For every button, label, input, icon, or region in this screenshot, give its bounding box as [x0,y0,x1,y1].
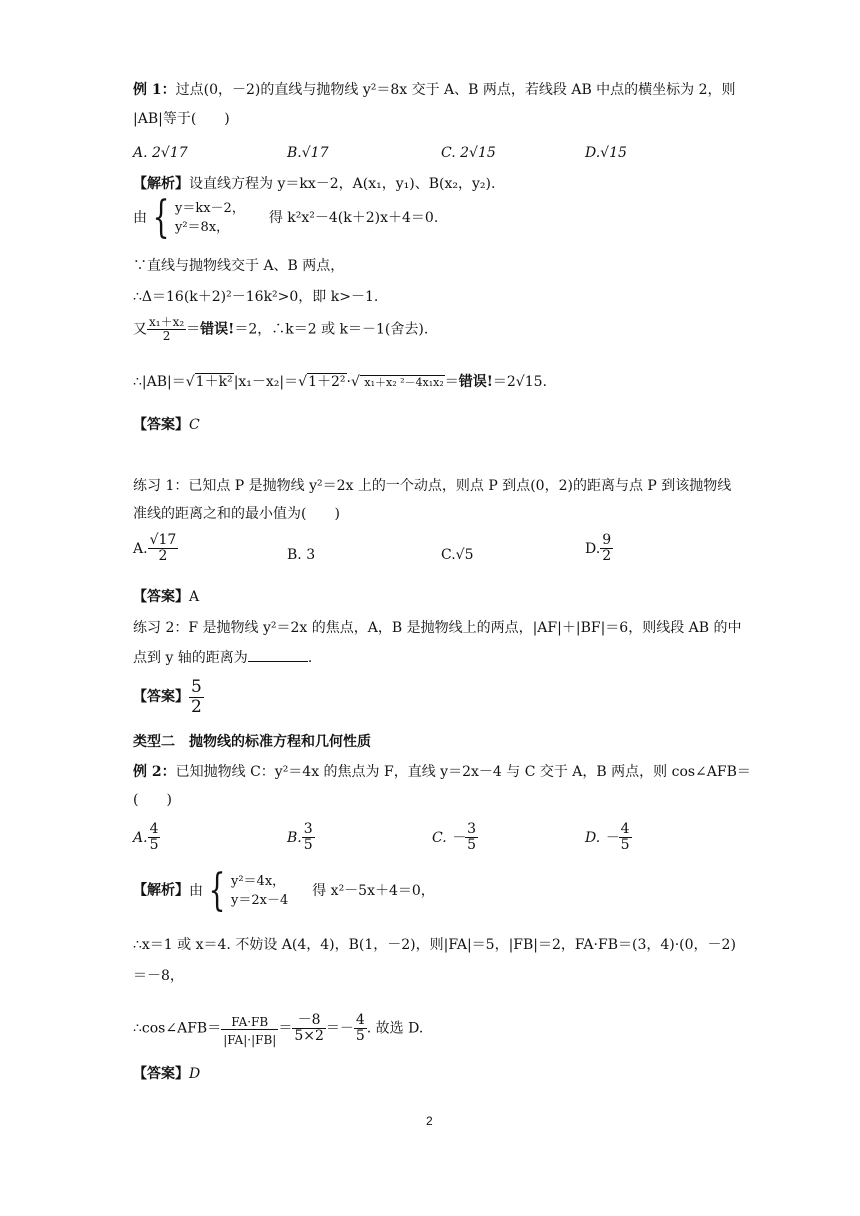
ex1-stem-line2: |AB|等于( ) [133,111,230,127]
ex1-system-equations [175,199,245,238]
ex1-line-ab [133,374,547,391]
ex1-analysis-text: 设直线方程为 y＝kx－2，A(x₁，y₁)、B(x₂，y₂). [189,176,496,192]
prac2-answer [133,678,204,716]
ex2-stem: 已知抛物线 C：y²＝4x 的焦点为 F，直线 y＝2x－4 与 C 交于 A，B 两点，则 cos∠AFB＝ [175,764,751,780]
brace-icon: { [208,865,226,916]
ex1-again-eq: ＝ [186,321,201,338]
prac1-answer [133,589,199,606]
ex2-cos-lead: ∴cos∠AFB＝ [133,1020,222,1037]
ex1-option-a: A. 2√17 [133,145,188,161]
ex2-stem-line2: ( ) [133,792,172,808]
ex2-cos-line [133,1010,423,1047]
ex1-analysis-line [133,176,495,193]
sqrt-icon: √1＋k² [185,374,233,390]
fraction-numerator: 3 [467,821,477,837]
ex2-option-b-fraction [302,822,315,854]
fraction-denominator: 5 [149,837,159,854]
ex1-system [133,192,439,243]
ex1-answer-label: 【答案】 [133,417,189,433]
fraction-numerator: x₁＋x₂ [149,315,185,329]
ex1-line-delta: ∴Δ＝16(k＋2)²－16k²>0，即 k>－1. [133,289,379,305]
brace-icon: { [152,192,170,243]
ex2-system-eq1: y²＝4x， [231,873,286,889]
ex2-cos-eq: ＝ [278,1020,293,1037]
radicand-3: x₁＋x₂ ²－4x₁x₂ [360,376,444,389]
fraction-numerator: 4 [620,821,630,837]
ex2-cos-tail: . 故选 D. [366,1020,424,1037]
fraction-denominator: 5 [467,837,477,854]
ex2-cos-fraction-1 [221,1010,278,1047]
ex1-stem-line1 [133,82,736,99]
ex1-system-result: 得 k²x²－4(k＋2)x＋4＝0. [268,210,439,226]
ex1-line-again [133,316,428,343]
option-letter: D. [585,540,601,557]
section-title-text: 类型二 抛物线的标准方程和几何性质 [133,734,371,750]
fraction-numerator: 5 [191,677,202,697]
ex1-ab-eq: ＝ [444,374,459,390]
ex1-system-eq2: y²＝8x， [175,220,230,235]
prac1-stem-line2: 准线的距离之和的最小值为( ) [133,506,340,522]
ex1-line-because: ∵直线与抛物线交于 A、B 两点， [133,258,345,274]
fraction-denominator: 5×2 [294,1028,324,1045]
prac1-option-c: C.√5 [441,547,474,563]
prac1-answer-value: A [189,589,200,605]
ex1-error-2: 错误! [458,374,493,390]
sqrt-icon: √1＋2² [298,374,346,390]
ex2-option-d [585,822,632,854]
ex2-cos-fraction-2 [292,1013,326,1045]
ex2-label: 例 2： [133,764,176,780]
ex1-ab-lead: ∴|AB|＝ [133,374,186,390]
ex1-again-lead: 又 [133,321,147,338]
fraction-denominator: 2 [602,548,612,565]
ex1-again-fraction [147,316,186,343]
fraction-numerator: FA·FB [221,1010,278,1030]
ex2-answer-value: D [189,1066,201,1082]
ex1-ab-dot: · [346,374,351,390]
ex1-option-c: C. 2√15 [441,145,496,161]
ex1-stem: 过点(0，－2)的直线与抛物线 y²＝8x 交于 A、B 两点，若线段 AB 中点的横坐标为 2，则 [175,82,736,98]
ex1-answer-value: C [189,417,200,433]
ex2-answer [133,1066,200,1083]
ex2-stem-line1 [133,764,751,781]
prac2-stem2b: . [307,650,313,666]
ex1-ab-tail: ＝2√15. [492,374,547,390]
fraction-numerator: 9 [602,532,612,548]
ex1-label: 例 1： [133,82,176,98]
ex1-answer [133,417,200,434]
page-number: 2 [426,1114,433,1128]
fraction-denominator: 2 [191,696,202,717]
ex2-cos-eq2: ＝－ [325,1020,354,1037]
option-letter: B. [287,829,302,846]
fraction-numerator: 4 [355,1011,365,1028]
ex2-analysis-label: 【解析】 [133,882,189,899]
ex2-line2: ＝－8， [133,968,184,984]
prac1-answer-label: 【答案】 [133,589,189,605]
fraction-numerator: √17 [149,532,177,548]
ex2-option-d-fraction [619,822,632,854]
fraction-numerator: 4 [149,821,159,837]
ex2-system-equations [231,872,288,911]
fraction-denominator: 5 [303,837,313,854]
ex1-again-rest: ＝2，∴k＝2 或 k＝－1(舍去). [234,321,429,338]
ex2-option-b [287,822,315,854]
ex2-system [133,865,435,916]
prac1-option-a-fraction [148,533,179,565]
prac1-option-d [585,533,613,565]
prac2-answer-fraction [189,678,204,716]
prac2-stem-line1: 练习 2：F 是抛物线 y²＝2x 的焦点，A，B 是抛物线上的两点，|AF|＋|BF|＝6，则线段 AB 的中 [133,620,742,636]
prac2-answer-label: 【答案】 [133,688,189,705]
ex1-option-d: D.√15 [585,145,627,161]
fraction-numerator: －8 [292,1013,326,1029]
ex2-line1: ∴x＝1 或 x＝4. 不妨设 A(4，4)，B(1，－2)，则|FA|＝5，|FB|＝2，FA·FB＝(3，4)·(0，－2) [133,937,736,953]
ex2-option-a-fraction [148,822,161,854]
sqrt-icon: √ x₁＋x₂ ²－4x₁x₂ [350,374,444,390]
ex1-system-lead: 由 [133,210,147,226]
ex1-option-b: B.√17 [287,145,329,161]
ex2-option-c [432,822,478,854]
answer-blank [248,649,308,662]
option-letter: A. [133,829,148,846]
option-letter: A. [133,540,148,557]
fraction-denominator: 5 [355,1028,365,1045]
section-title [133,734,371,751]
ex2-answer-label: 【答案】 [133,1066,189,1082]
prac1-option-a [133,533,178,565]
fraction-denominator: 2 [158,548,168,565]
prac1-option-b: B. 3 [287,547,316,563]
ex1-error-1: 错误! [200,321,235,338]
radicand-1: 1＋k² [195,374,233,390]
prac2-stem2a: 点到 y 轴的距离为 [133,650,248,666]
fraction-denominator: 2 [162,329,171,344]
ex2-cos-fraction-3 [354,1013,367,1045]
option-letter: C. － [432,829,466,846]
prac1-stem-line1: 练习 1：已知点 P 是抛物线 y²＝2x 上的一个动点，则点 P 到点(0，2)的距离与点 P 到该抛物线 [133,478,732,494]
fraction-denominator: 5 [620,837,630,854]
ex2-system-lead: 由 [189,883,203,899]
prac2-stem-line2 [133,649,312,667]
fraction-numerator: 3 [303,821,313,837]
ex1-ab-mid: |x₁－x₂|＝ [233,374,299,390]
prac1-option-d-fraction [600,533,613,565]
ex2-system-eq2: y＝2x－4 [231,893,289,908]
fraction-denominator: |FA|·|FB| [223,1033,277,1048]
option-letter: D. － [585,829,619,846]
ex2-option-a [133,822,160,854]
ex2-option-c-fraction [465,822,478,854]
ex1-system-eq1: y＝kx－2， [175,200,245,216]
ex2-system-result: 得 x²－5x＋4＝0， [312,883,435,899]
ex1-analysis-label: 【解析】 [133,176,189,192]
radicand-2: 1＋2² [308,374,346,390]
